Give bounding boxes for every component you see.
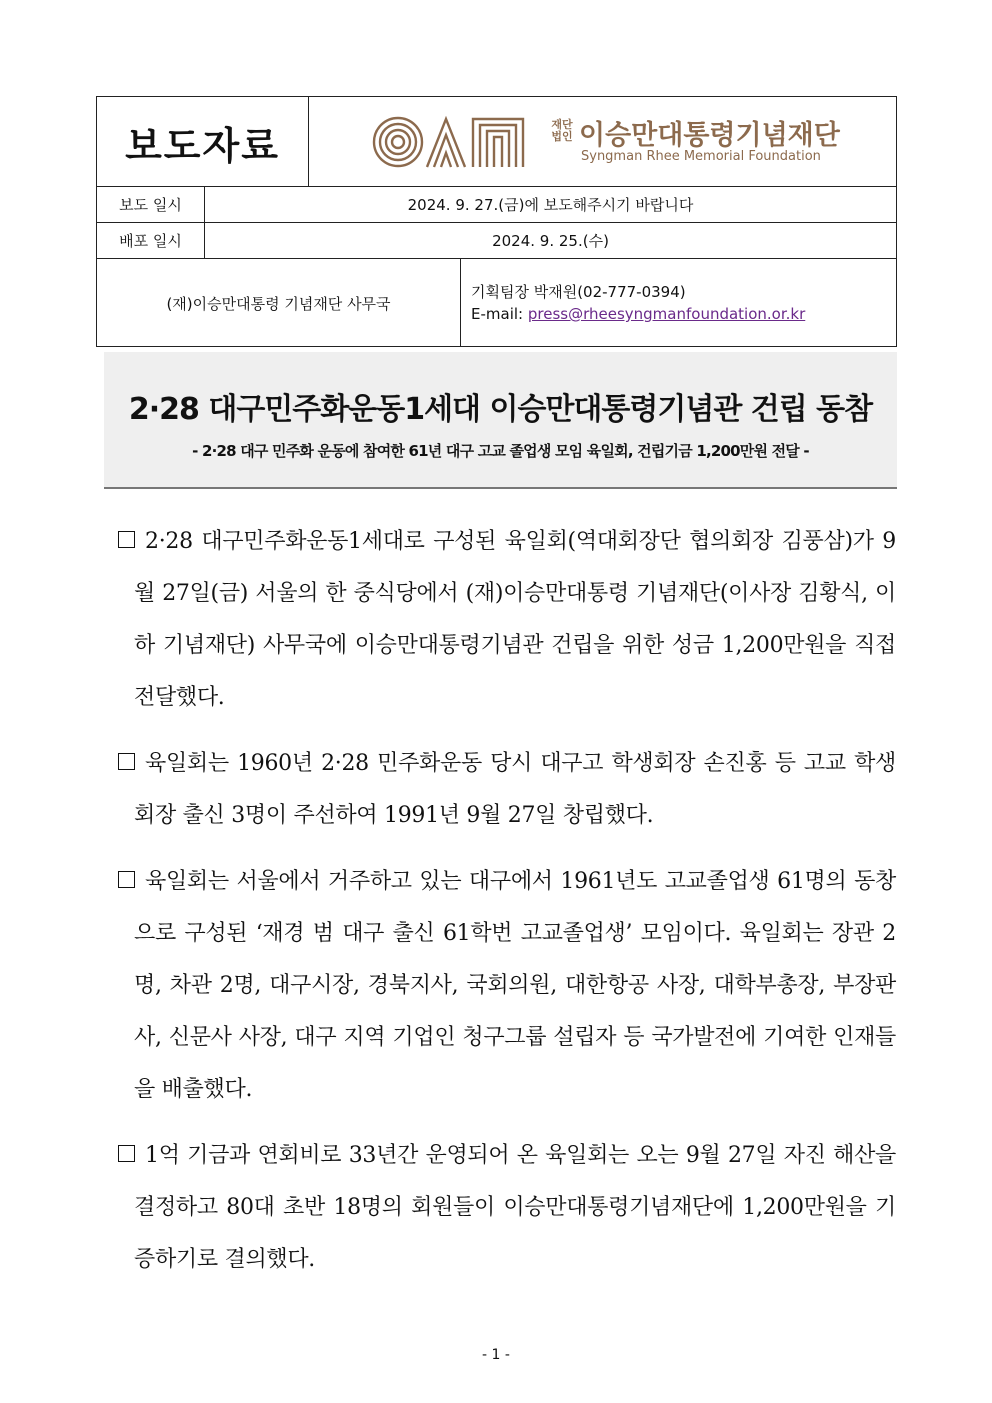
headline-box <box>104 352 897 489</box>
paragraph <box>118 738 896 842</box>
page-number: - 1 - <box>482 1347 510 1363</box>
contact-person: 기획팀장 박재원(02-777-0394) <box>471 283 686 301</box>
headline-subtitle: - 2·28 대구 민주화 운동에 참여한 61년 대구 고교 졸업생 모임 육일회, 건립기금 1,200만원 전달 - <box>192 442 809 460</box>
release-date-row <box>97 187 896 223</box>
email-label: E-mail: <box>471 305 524 323</box>
email-link[interactable]: press@rheesyngmanfoundation.or.kr <box>527 305 806 323</box>
contact-info <box>471 259 896 347</box>
contact-row <box>97 259 896 347</box>
foundation-name-english: Syngman Rhee Memorial Foundation <box>581 149 821 164</box>
distribution-date-label: 배포 일시 <box>97 223 205 258</box>
distribution-date-row <box>97 223 896 259</box>
checkbox-bullet-icon <box>118 1145 135 1162</box>
checkbox-bullet-icon <box>118 531 135 548</box>
article-body <box>118 516 896 1300</box>
paragraph <box>118 516 896 724</box>
distribution-date-value: 2024. 9. 25.(수) <box>492 232 609 250</box>
checkbox-bullet-icon <box>118 753 135 770</box>
paragraph-text: 육일회는 1960년 2·28 민주화운동 당시 대구고 학생회장 손진홍 등 고교 학생회장 출신 3명이 주선하여 1991년 9월 27일 창립했다. <box>134 751 896 828</box>
release-date-label: 보도 일시 <box>97 187 205 222</box>
paragraph-text: 1억 기금과 연회비로 33년간 운영되어 온 육일회는 오는 9월 27일 자진 해산을 결정하고 80대 초반 18명의 회원들이 이승만대통령기념재단에 1,200만원을 기증하기로 결의했다. <box>134 1143 896 1272</box>
paragraph <box>118 856 896 1116</box>
checkbox-bullet-icon <box>118 871 135 888</box>
paragraph <box>118 1130 896 1286</box>
foundation-logo-icon <box>371 115 525 169</box>
paragraph-text: 육일회는 서울에서 거주하고 있는 대구에서 1961년도 고교졸업생 61명의 동창으로 구성된 ‘재경 범 대구 출신 61학번 고교졸업생’ 모임이다. 육일회는 장관 2명, 차관 2명, 대구시장, 경북지사, 국회의원, 대한항공 사장, 대학부총장, 부장판사, 신문사 사장, 대구 지역 기업인 청구그룹 설립자 등 국가발전에 기여한 인재들을 배출했다. <box>134 869 896 1102</box>
paragraph-text: 2·28 대구민주화운동1세대로 구성된 육일회(역대회장단 협의회장 김풍삼)가 9월 27일(금) 서울의 한 중식당에서 (재)이승만대통령 기념재단(이사장 김황식, 이하 기념재단) 사무국에 이승만대통령기념관 건립을 위한 성금 1,200만원을 직접 전달했다. <box>134 529 896 710</box>
organization-name: (재)이승만대통령 기념재단 사무국 <box>97 259 461 347</box>
headline-title: 2·28 대구민주화운동1세대 이승만대통령기념관 건립 동참 <box>128 392 873 427</box>
header-title-row <box>97 97 896 187</box>
press-release-header <box>96 96 897 347</box>
foundation-name: 이승만대통령기념재단 <box>579 120 840 151</box>
document-title: 보도자료 <box>97 97 309 187</box>
email-line <box>471 303 896 325</box>
foundation-legal-label: 재단 법인 <box>551 118 573 143</box>
foundation-logo <box>309 97 896 187</box>
release-date-value: 2024. 9. 27.(금)에 보도해주시기 바랍니다 <box>407 196 694 214</box>
